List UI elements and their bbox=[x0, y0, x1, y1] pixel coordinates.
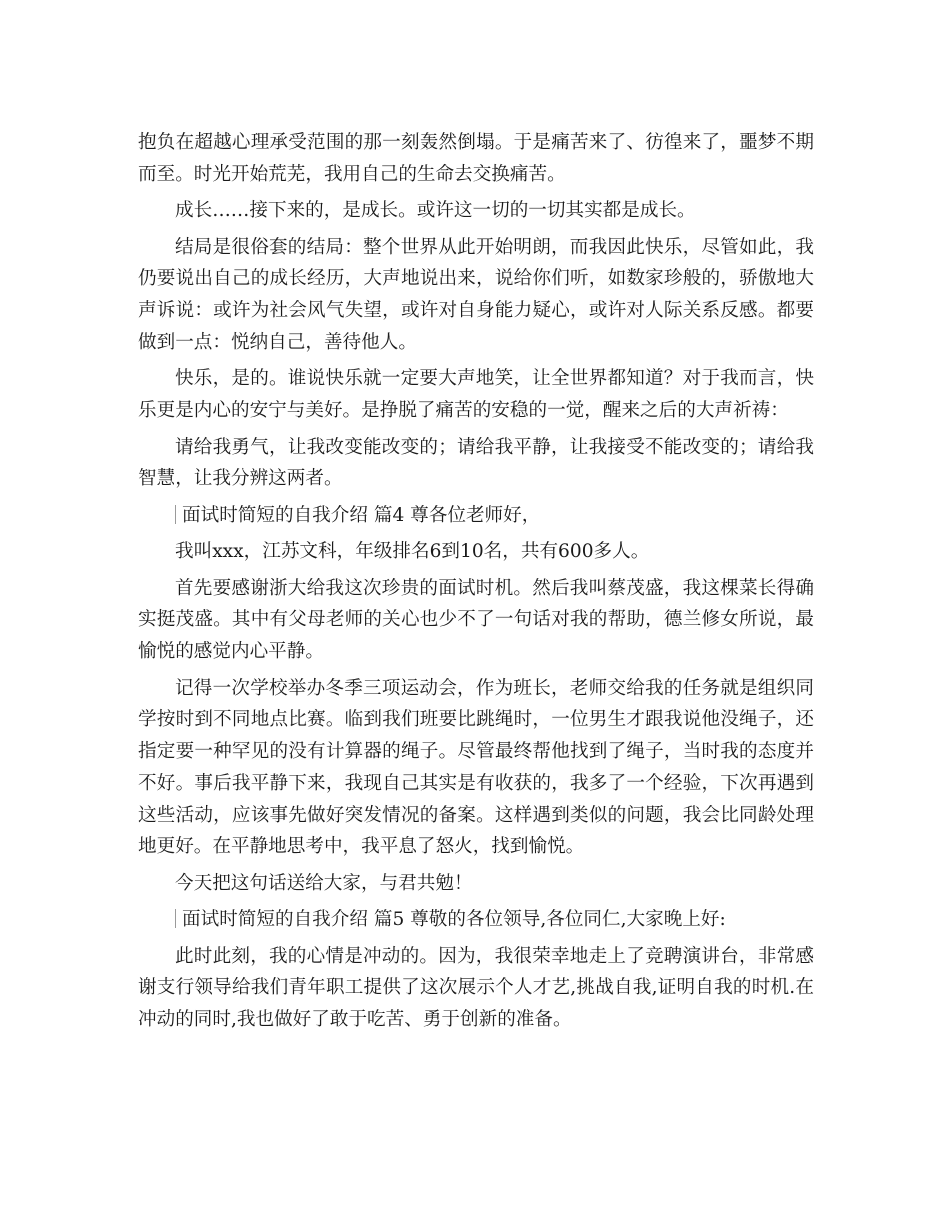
section-heading-5 bbox=[138, 904, 814, 936]
document-body bbox=[138, 127, 814, 1041]
section-heading-text: 面试时简短的自我介绍 篇5 尊敬的各位领导,各位同仁,大家晚上好: bbox=[182, 909, 726, 931]
heading-marker bbox=[175, 505, 176, 524]
paragraph: 今天把这句话送给大家，与君共勉！ bbox=[175, 872, 473, 894]
paragraph: 请给我勇气，让我改变能改变的；请给我平静，让我接受不能改变的；请给我智慧，让我分辨这两者。 bbox=[138, 436, 814, 490]
heading-marker bbox=[175, 909, 176, 928]
paragraph: 首先要感谢浙大给我这次珍贵的面试时机。然后我叫蔡茂盛，我这棵菜长得确实挺茂盛。其中有父母老师的关心也少不了一句话对我的帮助，德兰修女所说，最愉悦的感觉内心平静。 bbox=[138, 577, 814, 663]
paragraph: 此时此刻，我的心情是冲动的。因为，我很荣幸地走上了竞聘演讲台，非常感谢支行领导给我们青年职工提供了这次展示个人才艺,挑战自我,证明自我的时机.在冲动的同时,我也做好了敢于吃苦、勇于创新的准备。 bbox=[138, 945, 814, 1031]
section-heading-4 bbox=[138, 500, 814, 532]
paragraph: 记得一次学校举办冬季三项运动会，作为班长，老师交给我的任务就是组织同学按时到不同地点比赛。临到我们班要比跳绳时，一位男生才跟我说他没绳子，还指定要一种罕见的没有计算器的绳子。尽管最终帮他找到了绳子，当时我的态度并不好。事后我平静下来，我现自己其实是有收获的，我多了一个经验，下次再遇到这些活动，应该事先做好突发情况的备案。这样遇到类似的问题，我会比同龄处理地更好。在平静地思考中，我平息了怒火，找到愉悦。 bbox=[138, 677, 814, 858]
paragraph: 抱负在超越心理承受范围的那一刻轰然倒塌。于是痛苦来了、彷徨来了，噩梦不期而至。时光开始荒芜，我用自己的生命去交换痛苦。 bbox=[138, 132, 814, 185]
paragraph: 结局是很俗套的结局：整个世界从此开始明朗，而我因此快乐，尽管如此，我仍要说出自己的成长经历，大声地说出来，说给你们听，如数家珍般的，骄傲地大声诉说：或许为社会风气失望，或许对自身能力疑心，或许对人际关系反感。都要做到一点：悦纳自己，善待他人。 bbox=[138, 236, 814, 353]
paragraph: 成长……接下来的，是成长。或许这一切的一切其实都是成长。 bbox=[175, 200, 696, 222]
paragraph: 我叫xxx，江苏文科，年级排名6到10名，共有600多人。 bbox=[175, 541, 650, 563]
section-heading-text: 面试时简短的自我介绍 篇4 尊各位老师好， bbox=[182, 504, 541, 526]
paragraph: 快乐，是的。谁说快乐就一定要大声地笑，让全世界都知道？对于我而言，快乐更是内心的安宁与美好。是挣脱了痛苦的安稳的一觉，醒来之后的大声祈祷： bbox=[138, 368, 814, 422]
